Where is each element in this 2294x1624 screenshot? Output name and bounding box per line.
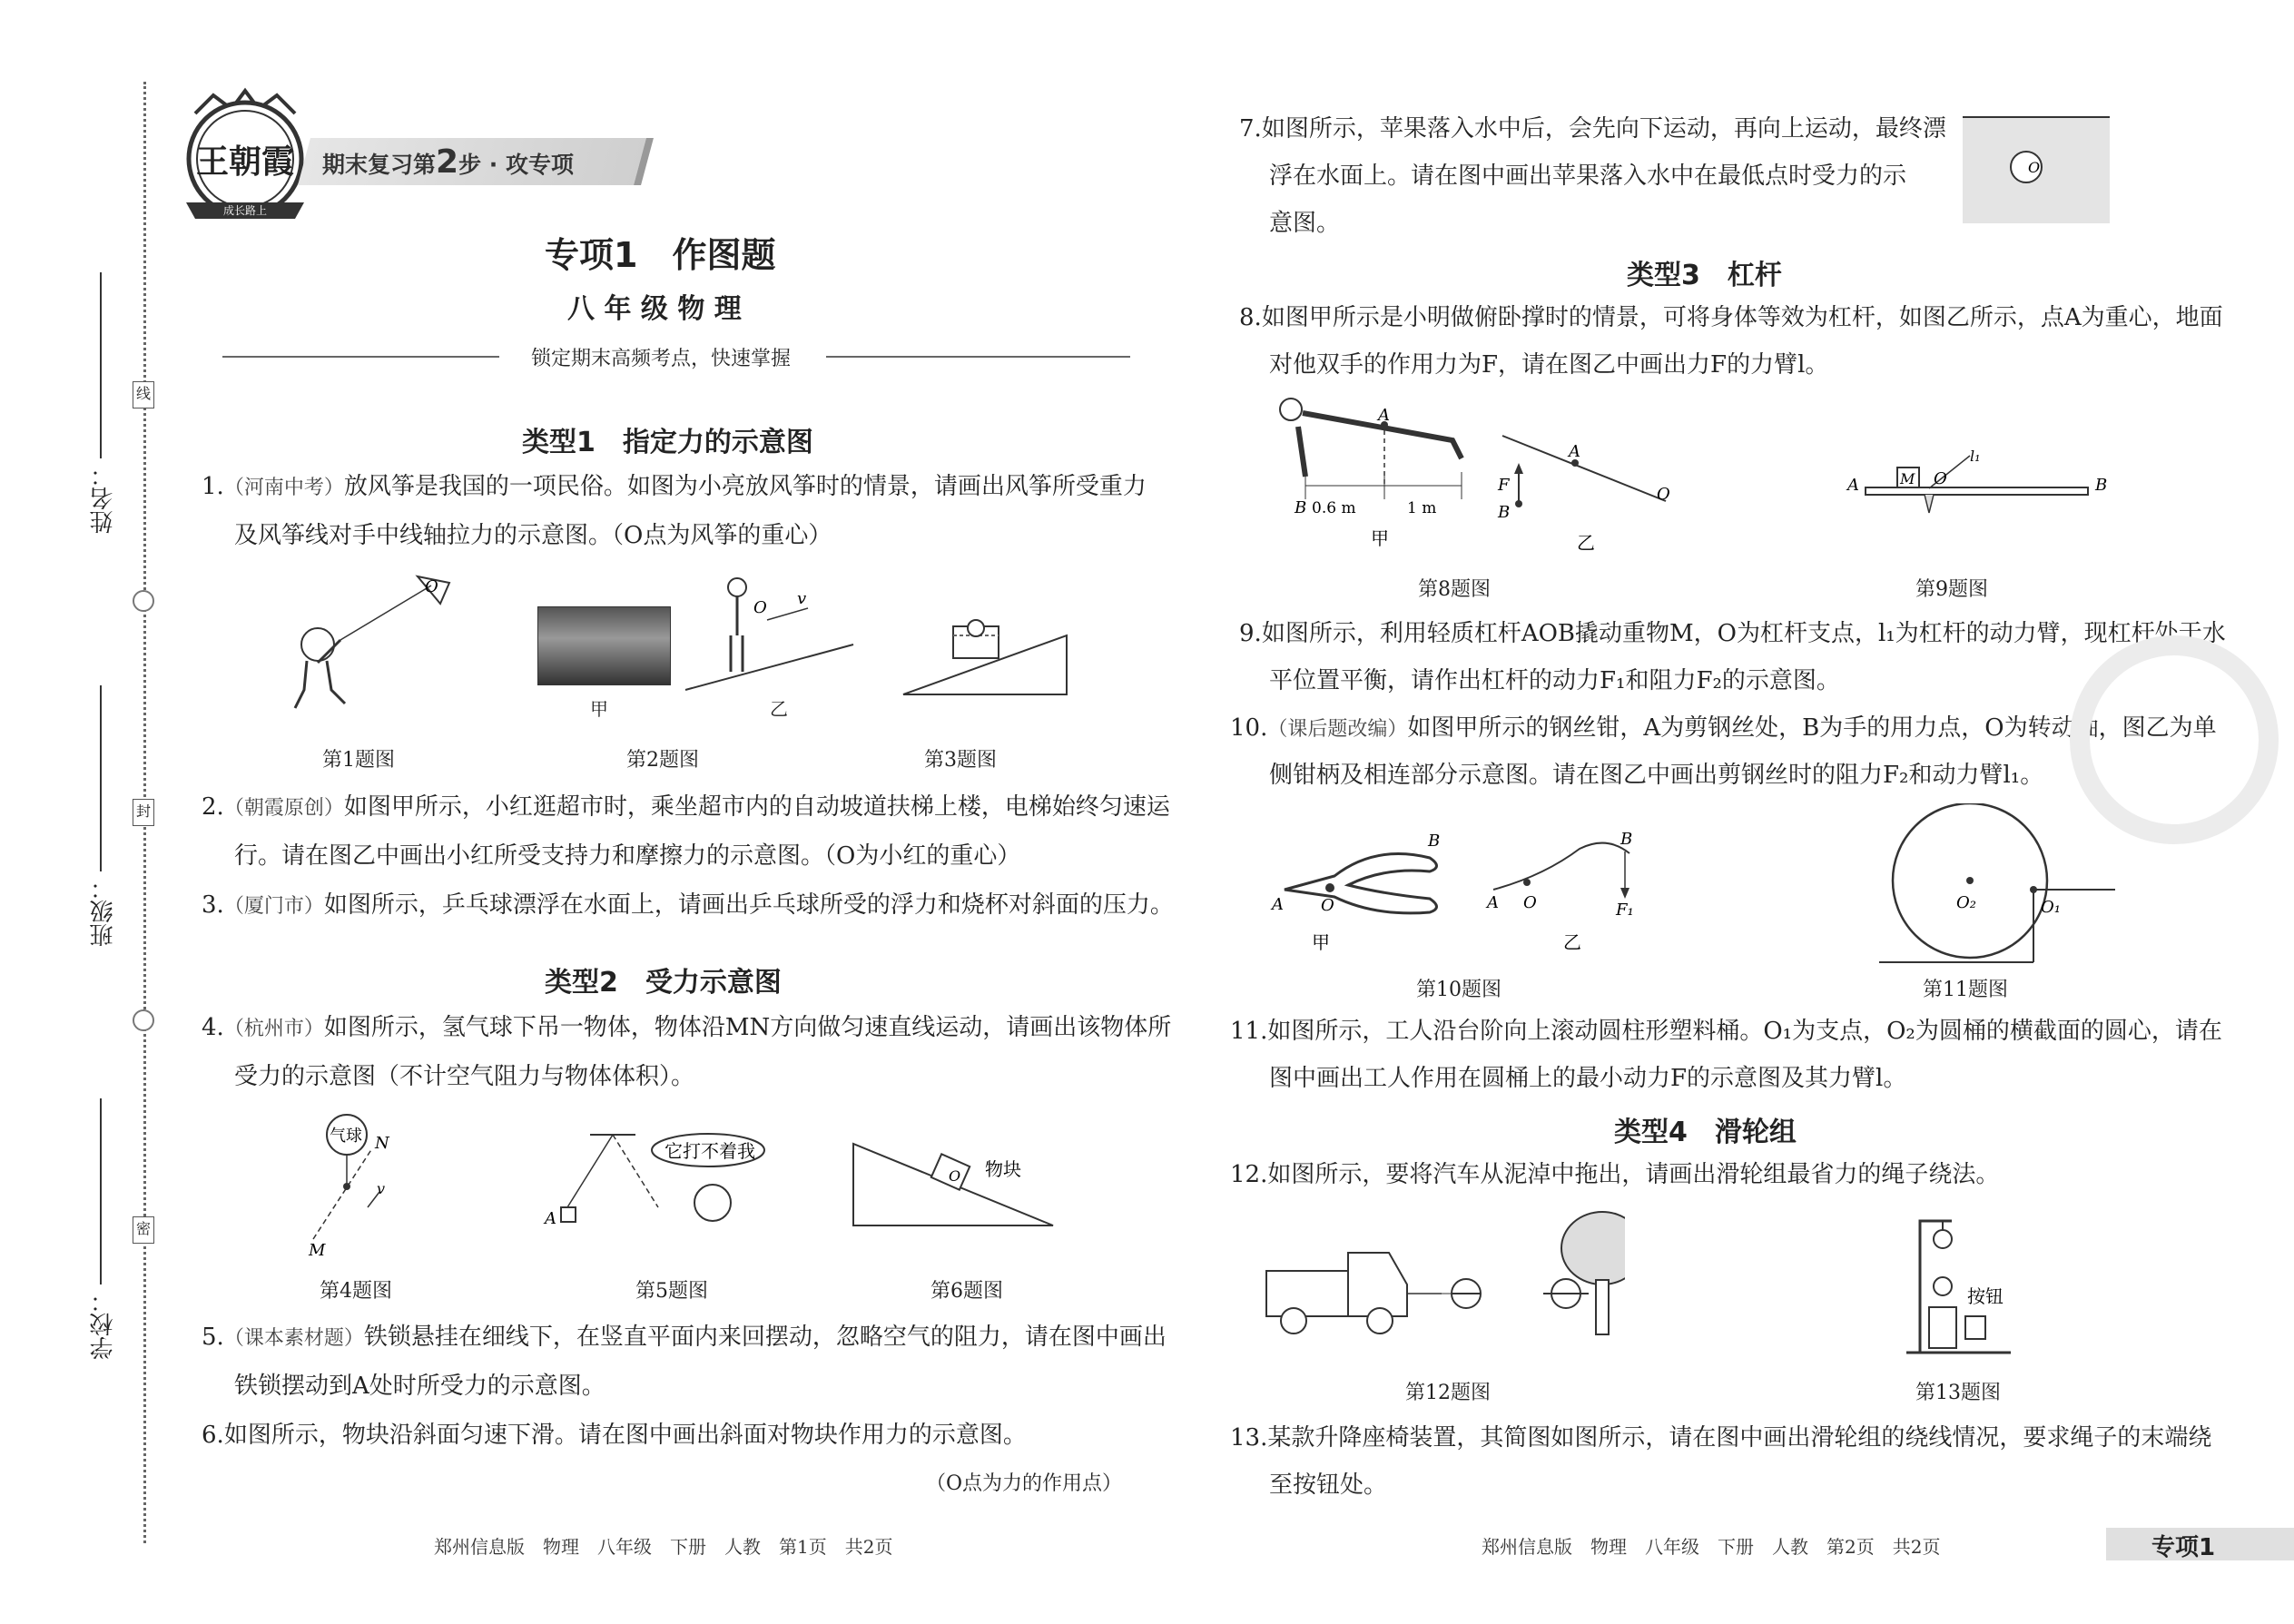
question-10: 10.（课后题改编）如图甲所示的钢丝钳，A为剪钢丝处，B为手的用力点，O为转动轴，图乙为单 [1230, 714, 2217, 742]
divider-right [826, 356, 1130, 358]
fig-label-yi: 乙 [1577, 532, 1595, 554]
section-heading: 类型4 滑轮组 [1614, 1117, 1797, 1148]
watermark-seal [2070, 635, 2279, 844]
figure-4-caption: 第4题图 [320, 1280, 392, 1303]
seal-mark-line: 线 [133, 381, 154, 408]
fig-label-jia: 甲 [590, 698, 608, 720]
fig-label-jia: 甲 [1312, 931, 1330, 953]
school-field[interactable] [100, 1098, 102, 1284]
figure-6-incline [849, 1139, 1067, 1230]
brand-name: 王朝霞 [195, 143, 295, 181]
question-7-cont: 意图。 [1269, 210, 1341, 237]
banner-text: 期末复习第2步 · 攻专项 [322, 143, 574, 181]
figure-13-caption: 第13题图 [1915, 1382, 2001, 1404]
figure-2-photo [537, 606, 671, 685]
footer-right: 郑州信息版 物理 八年级 下册 人教 第2页 共2页 [1482, 1536, 1941, 1558]
question-5-cont: 铁锁摆动到A处时所受力的示意图。 [234, 1373, 605, 1400]
question-13: 13.某款升降座椅装置，其简图如图所示，请在图中画出滑轮组的绕线情况，要求绳子的末端绕 [1230, 1424, 2212, 1452]
figure-3-beaker [899, 581, 1080, 699]
figure-7-apple [1963, 116, 2110, 223]
class-field[interactable] [100, 685, 102, 871]
divider-left [222, 356, 499, 358]
block-label: 物块 [985, 1158, 1021, 1180]
figure-8-pushup [1271, 395, 1489, 549]
point-B-label: B [1620, 830, 1633, 849]
point-M-label: M [309, 1241, 326, 1257]
distance-label: 0.6 m [1312, 499, 1356, 517]
question-7: 7.如图所示，苹果落入水中后，会先向下运动，再向上运动，最终漂 [1239, 115, 1946, 143]
page-title: 专项1 作图题 [545, 235, 776, 275]
balloon-label: 气球 [330, 1127, 362, 1146]
figure-5-pendulum [536, 1130, 781, 1239]
figure-8-lever [1489, 427, 1689, 554]
figure-8-caption: 第8题图 [1418, 578, 1491, 601]
question-10-cont: 侧钳柄及相连部分示意图。请在图乙中画出剪钢丝时的阻力F₂和动力臂l₁。 [1269, 762, 2044, 789]
page-subtitle: 八 年 级 物 理 [567, 293, 742, 325]
figure-1-kite [281, 572, 463, 717]
point-A-label: A [545, 1209, 556, 1228]
question-7-cont: 浮在水面上。请在图中画出苹果落入水中在最低点时受力的示 [1269, 162, 1907, 190]
question-13-cont: 至按钮处。 [1269, 1471, 1388, 1499]
question-4-cont: 受力的示意图（不计空气阻力与物体体积）。 [234, 1063, 695, 1090]
point-O-label: O [949, 1167, 961, 1185]
point-B-label: B [1428, 832, 1441, 851]
point-A-label: A [1378, 406, 1390, 425]
pivot-O1-label: O₁ [2041, 898, 2061, 917]
name-field[interactable] [100, 272, 102, 458]
school-label: 学校： [90, 1289, 117, 1360]
question-1: 1.（河南中考）放风筝是我国的一项民俗。如图为小亮放风筝时的情景，请画出风筝所受重力 [202, 473, 1147, 500]
point-O-label: O [1321, 896, 1334, 915]
center-O2-label: O₂ [1956, 893, 1976, 912]
point-O-label: O [2028, 159, 2041, 176]
ring-icon [133, 1009, 154, 1031]
fig-label-jia: 甲 [1371, 527, 1389, 549]
question-9-cont: 平位置平衡，请作出杠杆的动力F₁和阻力F₂的示意图。 [1269, 667, 1840, 694]
question-2: 2.（朝霞原创）如图甲所示，小红逛超市时，乘坐超市内的自动坡道扶梯上楼，电梯始终匀速运 [202, 793, 1170, 821]
question-8: 8.如图甲所示是小明做俯卧撑时的情景，可将身体等效为杠杆，如图乙所示，点A为重心，地面 [1239, 304, 2223, 331]
question-2-cont: 行。请在图乙中画出小红所受支持力和摩擦力的示意图。（O为小红的重心） [234, 842, 1021, 870]
point-A-label: A [1569, 442, 1580, 461]
question-11: 11.如图所示，工人沿台阶向上滚动圆柱形塑料桶。O₁为支点，O₂为圆桶的横截面的圆心，请在 [1230, 1018, 2222, 1045]
seal-mark-secret: 密 [133, 1216, 154, 1244]
weight-M-label: M [1900, 470, 1915, 487]
tagline: 锁定期末高频考点，快速掌握 [531, 348, 792, 370]
question-12: 12.如图所示，要将汽车从泥淖中拖出，请画出滑轮组最省力的绳子绕法。 [1230, 1161, 2000, 1188]
point-O-label: O [1934, 469, 1947, 488]
figure-10-pliers [1266, 826, 1466, 953]
figure-13-chair [1902, 1212, 2047, 1357]
name-label: 姓名： [90, 463, 117, 534]
figure-2-caption: 第2题图 [626, 749, 699, 772]
fig-label-yi: 乙 [1563, 931, 1581, 953]
force-F1-label: F₁ [1616, 901, 1634, 920]
point-A-label: A [1272, 895, 1284, 914]
figure-9-lever [1843, 445, 2115, 527]
figure-12-truck-pulley [1262, 1207, 1625, 1343]
point-B-label: B [1295, 498, 1307, 517]
figure-4-balloon [290, 1112, 418, 1257]
force-F-label: F [1498, 476, 1510, 495]
figure-10-lever [1480, 826, 1661, 953]
question-1-cont: 及风筝线对手中线轴拉力的示意图。（O点为风筝的重心） [234, 522, 832, 549]
figure-5-caption: 第5题图 [635, 1280, 708, 1303]
point-A-label: A [1847, 476, 1859, 495]
footer-left: 郑州信息版 物理 八年级 下册 人教 第1页 共2页 [434, 1536, 893, 1558]
brand-motto: 成长路上 [222, 204, 268, 217]
figure-2-slope [681, 567, 862, 694]
figure-9-caption: 第9题图 [1915, 578, 1988, 601]
point-B-label: B [1498, 503, 1511, 522]
velocity-label: v [797, 589, 807, 608]
point-O-label: O [1523, 893, 1537, 912]
point-O-label: O [425, 577, 438, 596]
point-O-label: O [1657, 485, 1670, 504]
point-B-label: B [2095, 476, 2108, 495]
figure-6-caption: 第6题图 [930, 1280, 1003, 1303]
distance-label: 1 m [1407, 499, 1437, 517]
button-label: 按钮 [1967, 1285, 2004, 1307]
class-label: 班级： [90, 876, 117, 947]
figure-3-caption: 第3题图 [924, 749, 997, 772]
question-11-cont: 图中画出工人作用在圆桶上的最小动力F的示意图及其力臂l。 [1269, 1065, 1907, 1092]
figure-10-caption: 第10题图 [1416, 979, 1501, 1001]
fig-label-yi: 乙 [770, 698, 788, 720]
question-6-note: （O点为力的作用点） [926, 1472, 1123, 1495]
figure-12-caption: 第12题图 [1405, 1382, 1491, 1404]
question-9: 9.如图所示，利用轻质杠杆AOB撬动重物M，O为杠杆支点，l₁为杠杆的动力臂，现杠杆处于水 [1239, 620, 2226, 647]
section-heading: 类型3 杠杆 [1627, 260, 1782, 291]
brand-logo [177, 86, 313, 222]
velocity-label: v [377, 1180, 386, 1197]
speech-bubble: 它打不着我 [665, 1140, 755, 1162]
point-A-label: A [1487, 893, 1499, 912]
footer-badge: 专项1 [2151, 1534, 2216, 1561]
figure-11-caption: 第11题图 [1923, 979, 2008, 1001]
figure-11-barrel [1879, 803, 2124, 971]
point-O-label: O [753, 598, 767, 617]
seal-mark-seal: 封 [133, 799, 154, 826]
figure-1-caption: 第1题图 [322, 749, 395, 772]
section-heading: 类型1 指定力的示意图 [522, 427, 813, 458]
ring-icon [133, 590, 154, 612]
question-4: 4.（杭州市）如图所示，氢气球下吊一物体，物体沿MN方向做匀速直线运动，请画出该物体所 [202, 1014, 1172, 1041]
question-8-cont: 对他双手的作用力为F，请在图乙中画出力F的力臂l。 [1269, 351, 1829, 379]
question-5: 5.（课本素材题）铁锁悬挂在细线下，在竖直平面内来回摆动，忽略空气的阻力，请在图中画出 [202, 1324, 1167, 1351]
point-N-label: N [375, 1134, 389, 1153]
arm-l1-label: l₁ [1970, 448, 1981, 465]
question-6: 6.如图所示，物块沿斜面匀速下滑。请在图中画出斜面对物块作用力的示意图。 [202, 1422, 1027, 1449]
question-3: 3.（厦门市）如图所示，乒乓球漂浮在水面上，请画出乒乓球所受的浮力和烧杯对斜面的压力。 [202, 891, 1174, 919]
section-heading: 类型2 受力示意图 [545, 967, 782, 999]
